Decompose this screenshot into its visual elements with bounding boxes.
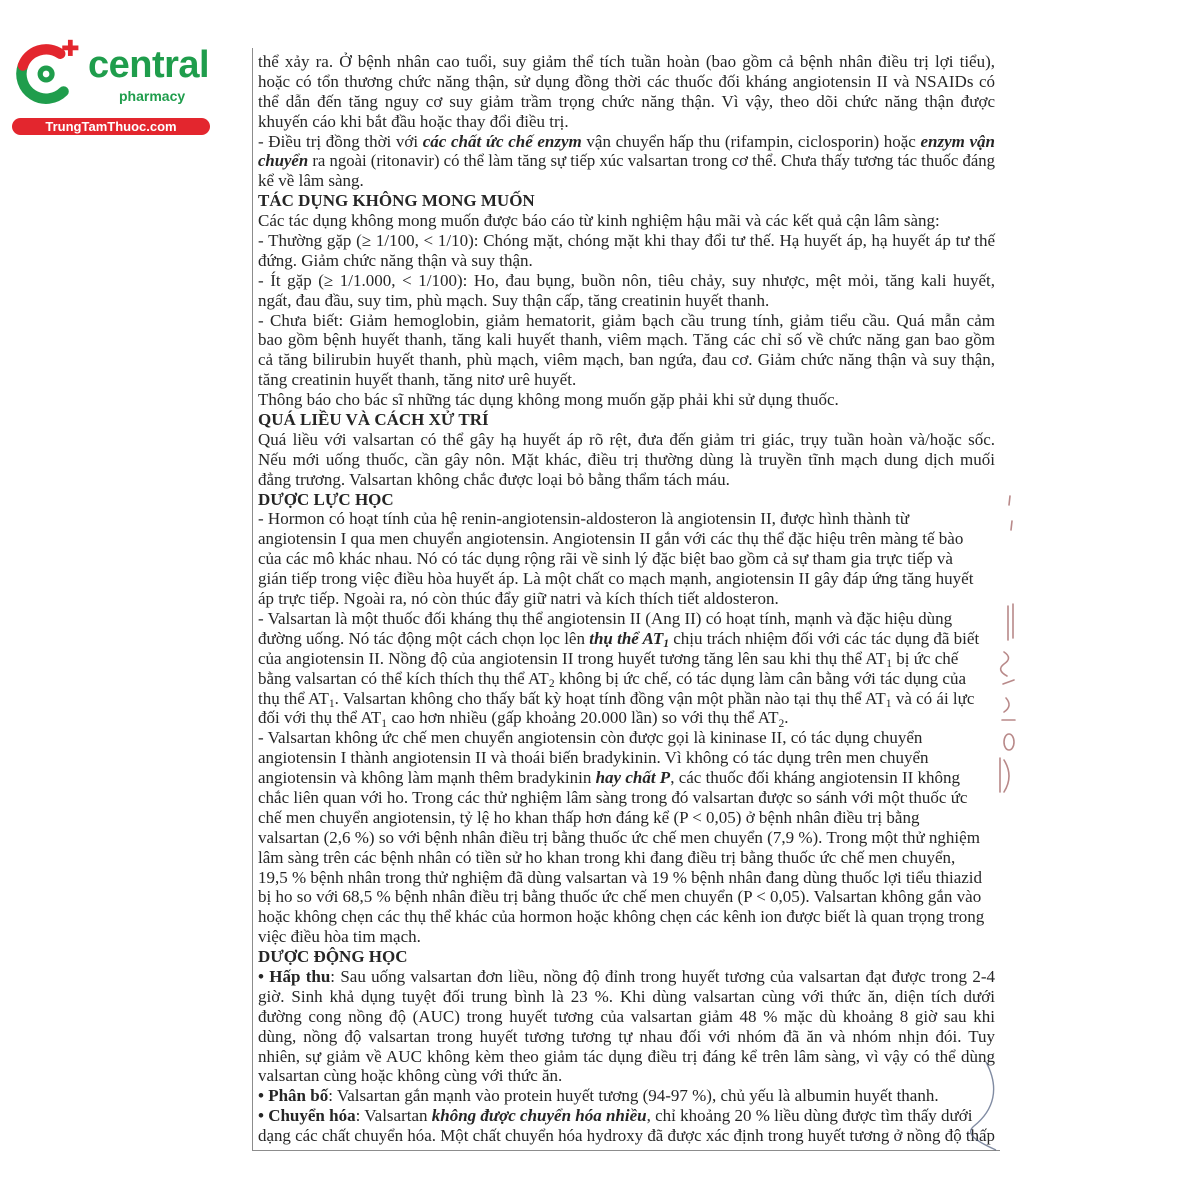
pharmacodynamics-line: angiotensin I thành angiotensin II và thoái biến bradykinin. Vì không có tác dụng trên men chuyển bbox=[258, 748, 929, 768]
pharmacodynamics-line: angiotensin I qua men chuyển angiotensin. Angiotensin II gắn với các thụ thể đặc hiệu trên màng tế bào bbox=[258, 529, 964, 549]
text-run: của angiotensin II. Nồng độ của angiotensin II trong huyết tương tăng lên sau khi thụ thể AT bbox=[258, 648, 887, 668]
text-run: và có ái lực bbox=[891, 688, 975, 708]
subscript: 1 bbox=[885, 696, 892, 710]
overdose-line: Quá liều với valsartan có thể gây hạ huyết áp rõ rệt, đưa đến giảm tri giác, trụy tuần hoàn và/hoặc sốc. bbox=[258, 429, 995, 449]
text-run: thụ thể AT bbox=[258, 688, 329, 708]
text-run: bị ức chế bbox=[891, 648, 959, 668]
bullet: • bbox=[258, 1106, 269, 1126]
pen-stroke bbox=[1003, 680, 1014, 684]
overdose-line: Nếu mới uống thuốc, cần gây nôn. Mặt khác, điều trị thường dùng là truyền tĩnh mạch dung dịch muối bbox=[258, 449, 995, 469]
text-run: chịu trách nhiệm đối với các tác dụng đã biết bbox=[669, 628, 980, 648]
pharmacokinetics-line bbox=[258, 1086, 995, 1106]
text-run: vận chuyển hấp thu (rifampin, ciclosporin) hoặc bbox=[581, 131, 921, 151]
intro-line: thể dẫn đến tăng nguy cơ suy giảm trầm trọng chức năng thận. Vì vậy, theo dõi chức năng thận được bbox=[258, 91, 995, 111]
adverse-effects-line: tăng creatinin huyết thanh, tăng nitơ urê huyết. bbox=[258, 370, 577, 390]
pharmacodynamics-line: - Hormon có hoạt tính của hệ renin-angiotensin-aldosteron là angiotensin II, được hình thành từ bbox=[258, 509, 910, 529]
section-heading-overdose: QUÁ LIỀU VÀ CÁCH XỬ TRÍ bbox=[258, 410, 489, 430]
subscript: 1 bbox=[381, 716, 388, 730]
logo-center-highlight bbox=[43, 71, 50, 78]
adverse-effects-line: bao gồm bệnh huyết thanh, tăng kali huyết thanh, viêm mạch. Tăng các chỉ số về chức năng gan bao gồm bbox=[258, 330, 995, 350]
pharmacodynamics-line bbox=[258, 669, 995, 689]
text-run: : Valsartan gắn mạnh vào protein huyết tương (94-97 %), chủ yếu là albumin huyết thanh. bbox=[328, 1086, 939, 1106]
adverse-effects-line: đứng. Giảm chức năng thận và suy thận. bbox=[258, 250, 533, 270]
pen-stroke bbox=[1004, 760, 1009, 792]
emphasized-term: hay chất P bbox=[595, 768, 671, 788]
pharmacodynamics-line: gián tiếp trong việc điều hòa huyết áp. Là một chất co mạch mạnh, angiotensin II gây đáp ứng tăng huyết bbox=[258, 569, 974, 589]
pen-stroke bbox=[1004, 698, 1009, 712]
text-run: . Valsartan không cho thấy bất kỳ hoạt tính đồng vận một phần nào tại thụ thể AT bbox=[334, 688, 886, 708]
pharmacodynamics-line bbox=[258, 768, 995, 788]
logo-plus-horizontal bbox=[62, 46, 78, 51]
adverse-effects-line: Thông báo cho bác sĩ những tác dụng không mong muốn gặp phải khi sử dụng thuốc. bbox=[258, 390, 839, 410]
text-run: , các thuốc đối kháng angiotensin II không bbox=[670, 768, 961, 788]
pharmacodynamics-line: - Valsartan không ức chế men chuyển angiotensin còn được gọi là kininase II, có tác dụng chuyển bbox=[258, 728, 923, 748]
intro-line: kể về lâm sàng. bbox=[258, 171, 364, 191]
pharmacokinetics-line: dạng các chất chuyển hóa. Một chất chuyển hóa hydroxy đã được xác định trong huyết tương ở nồng độ thấp bbox=[258, 1126, 995, 1146]
pen-stroke bbox=[1004, 734, 1014, 750]
text-run: : Valsartan bbox=[355, 1106, 432, 1126]
emphasized-term: enzym vận bbox=[920, 131, 996, 151]
pen-stroke bbox=[1011, 521, 1012, 530]
pharmacodynamics-line: chế men chuyển angiotensin, tỷ lệ ho khan thấp hơn đáng kể (P < 0,05) ở bệnh nhân điều trị bằng bbox=[258, 807, 920, 827]
pharmacodynamics-line: - Valsartan là một thuốc đối kháng thụ thể angiotensin II (Ang II) có hoạt tính, mạnh và đặc hiệu dùng bbox=[258, 608, 953, 628]
subscript: 2 bbox=[548, 677, 555, 691]
brand-name: central bbox=[88, 44, 210, 86]
overdose-line: đẳng trương. Valsartan không chắc được loại bỏ bằng thẩm tách máu. bbox=[258, 469, 730, 489]
pen-stroke bbox=[1009, 496, 1010, 505]
adverse-effects-line: cả tăng bilirubin huyết thanh, phù mạch, viêm mạch, ban ngứa, đau cơ. Giảm chức năng thận và suy thận, bbox=[258, 350, 995, 370]
text-run: : Sau uống valsartan đơn liều, nồng độ đỉnh trong huyết tương của valsartan đạt được trong 2-4 bbox=[330, 966, 995, 986]
section-heading-pharmacodynamics: DƯỢC LỰC HỌC bbox=[258, 489, 394, 509]
subscript: 2 bbox=[778, 716, 785, 730]
pharmacokinetics-line: valsartan cùng hoặc không cùng với thức ăn. bbox=[258, 1066, 563, 1086]
pharmacodynamics-line: bị ho so với 68,5 % bệnh nhân điều trị bằng thuốc ức chế men chuyển (P < 0,05). Valsartan không gắn vào bbox=[258, 887, 982, 907]
bold-label: Hấp thu bbox=[269, 966, 331, 986]
adverse-effects-line: ngất, đau đầu, suy tim, phù mạch. Suy thận cấp, tăng creatinin huyết thanh. bbox=[258, 290, 770, 310]
text-run: . bbox=[784, 708, 789, 728]
text-run: - Điều trị đồng thời với bbox=[258, 131, 423, 151]
text-run: ra ngoài (ritonavir) có thể làm tăng sự tiếp xúc valsartan trong cơ thể. Chưa thấy tương tác thuốc đáng bbox=[308, 151, 996, 171]
text-run: angiotensin và không làm mạnh thêm bradykinin bbox=[258, 768, 596, 788]
text-run: đường uống. Nó tác động một cách chọn lọc lên bbox=[258, 628, 590, 648]
pharmacokinetics-line bbox=[258, 1106, 995, 1126]
intro-line: hoặc có tổn thương chức năng thận, sử dụng đồng thời các thuốc đối kháng angiotensin II và NSAIDs có bbox=[258, 71, 995, 91]
pharmacokinetics-line: giờ. Sinh khả dụng tuyệt đối trung bình là 23 %. Khi dùng valsartan cùng với thức ăn, diện tích dưới bbox=[258, 986, 995, 1006]
intro-line bbox=[258, 132, 995, 152]
section-heading-adverse-effects: TÁC DỤNG KHÔNG MONG MUỐN bbox=[258, 191, 535, 211]
text-run: đối với thụ thể AT bbox=[258, 708, 382, 728]
pharmacodynamics-line bbox=[258, 649, 995, 669]
adverse-effects-line: - Ít gặp (≥ 1/1.000, < 1/100): Ho, đau bụng, buồn nôn, tiêu chảy, suy nhược, mệt mỏi, tăng kali huyết, bbox=[258, 270, 995, 290]
leaflet-page bbox=[258, 52, 995, 1146]
subscript: 1 bbox=[886, 657, 892, 671]
intro-line: thể xảy ra. Ở bệnh nhân cao tuổi, suy giảm thể tích tuần hoàn (bao gồm cả bệnh nhân điều trị lợi tiểu), bbox=[258, 52, 995, 71]
intro-line: khuyến cáo khi bắt đầu hoặc thay đổi điều trị. bbox=[258, 111, 569, 131]
bullet: • bbox=[258, 1086, 269, 1106]
text-run: , chỉ khoảng 20 % liều dùng được tìm thấy dưới bbox=[646, 1106, 973, 1126]
pharmacodynamics-line: chắc liên quan với ho. Trong các thử nghiệm lâm sàng trong đó valsartan được so sánh với một thuốc ức bbox=[258, 787, 968, 807]
pharmacodynamics-line bbox=[258, 629, 995, 649]
pharmacodynamics-line: lâm sàng trên các bệnh nhân có tiền sử ho khan trong khi đang điều trị bằng thuốc ức chế men chuyển, bbox=[258, 847, 956, 867]
brand-site-badge: TrungTamThuoc.com bbox=[12, 118, 210, 135]
pharmacodynamics-line: áp trực tiếp. Ngoài ra, nó còn thúc đẩy giữ natri và kích thích tiết aldosteron. bbox=[258, 589, 779, 609]
adverse-effects-line: - Thường gặp (≥ 1/100, < 1/10): Chóng mặt, chóng mặt khi thay đổi tư thế. Hạ huyết áp, hạ huyết áp tư thế bbox=[258, 231, 995, 251]
pharmacodynamics-line: việc điều hòa tim mạch. bbox=[258, 927, 421, 947]
subscript: 1 bbox=[663, 637, 670, 651]
pharmacodynamics-line bbox=[258, 689, 995, 709]
text-run: bằng valsartan có thể kích thích thụ thể AT bbox=[258, 668, 549, 688]
pharmacokinetics-line bbox=[258, 967, 995, 987]
bold-label: Chuyển hóa bbox=[268, 1106, 356, 1126]
pharmacodynamics-line: của các mô khác nhau. Nó có tác dụng rộng rãi về sinh lý đặc biệt bao gồm cả sự tham gia trực tiếp và bbox=[258, 549, 953, 569]
brand-tagline: pharmacy bbox=[119, 88, 186, 104]
intro-line bbox=[258, 151, 995, 171]
adverse-effects-line: - Chưa biết: Giảm hemoglobin, giảm hematorit, giảm bạch cầu trung tính, giảm tiểu cầu. Quá mẫn cảm bbox=[258, 310, 995, 330]
pen-stroke bbox=[1001, 652, 1009, 676]
central-pharmacy-logo-icon bbox=[10, 36, 86, 112]
text-run: cao hơn nhiều (gấp khoảng 20.000 lần) so với thụ thể AT bbox=[387, 708, 779, 728]
text-run: không bị ức chế, có tác dụng làm cân bằng với tác dụng của bbox=[554, 668, 967, 688]
adverse-effects-line: Các tác dụng không mong muốn được báo cáo từ kinh nghiệm hậu mãi và các kết quả cận lâm sàng: bbox=[258, 211, 940, 231]
bold-label: Phân bố bbox=[268, 1086, 329, 1106]
section-heading-pharmacokinetics: DƯỢC ĐỘNG HỌC bbox=[258, 947, 408, 967]
subscript: 1 bbox=[328, 696, 335, 710]
pharmacokinetics-line: nhiên, sự giảm về AUC không kèm theo giảm tác dụng điều trị đáng kể trên lâm sàng, vì vậy có thể dùng bbox=[258, 1046, 995, 1066]
pharmacokinetics-line: đường cong nồng độ (AUC) trong huyết tương của valsartan giảm 48 % mặc dù khoảng 8 giờ sau khi bbox=[258, 1006, 995, 1026]
emphasized-term: các chất ức chế enzym bbox=[422, 131, 582, 151]
pharmacodynamics-line: valsartan (2,6 %) so với bệnh nhân điều trị bằng thuốc ức chế men chuyển (7,9 %). Trong một thử nghiệm bbox=[258, 827, 980, 847]
pharmacokinetics-line: dùng, nồng độ valsartan trong huyết tương tương tự nhau đối với nhóm đã ăn và nhóm nhịn đói. Tuy bbox=[258, 1026, 995, 1046]
emphasized-term: không được chuyển hóa nhiều bbox=[431, 1106, 647, 1126]
bullet: • bbox=[258, 966, 270, 986]
emphasized-term: chuyển bbox=[258, 151, 309, 171]
pharmacodynamics-line bbox=[258, 708, 995, 728]
logo-ring-red bbox=[23, 49, 60, 65]
pharmacodynamics-line: hoặc không chẹn các thụ thể khác của hormon hoặc không chẹn các kênh ion được biết là quan trọng trong bbox=[258, 907, 985, 927]
emphasized-term: thụ thể AT bbox=[589, 628, 664, 648]
pharmacodynamics-line: 19,5 % bệnh nhân trong thử nghiệm đã dùng valsartan và 19 % bệnh nhân đang dùng thuốc lợi tiểu thiazid bbox=[258, 867, 983, 887]
